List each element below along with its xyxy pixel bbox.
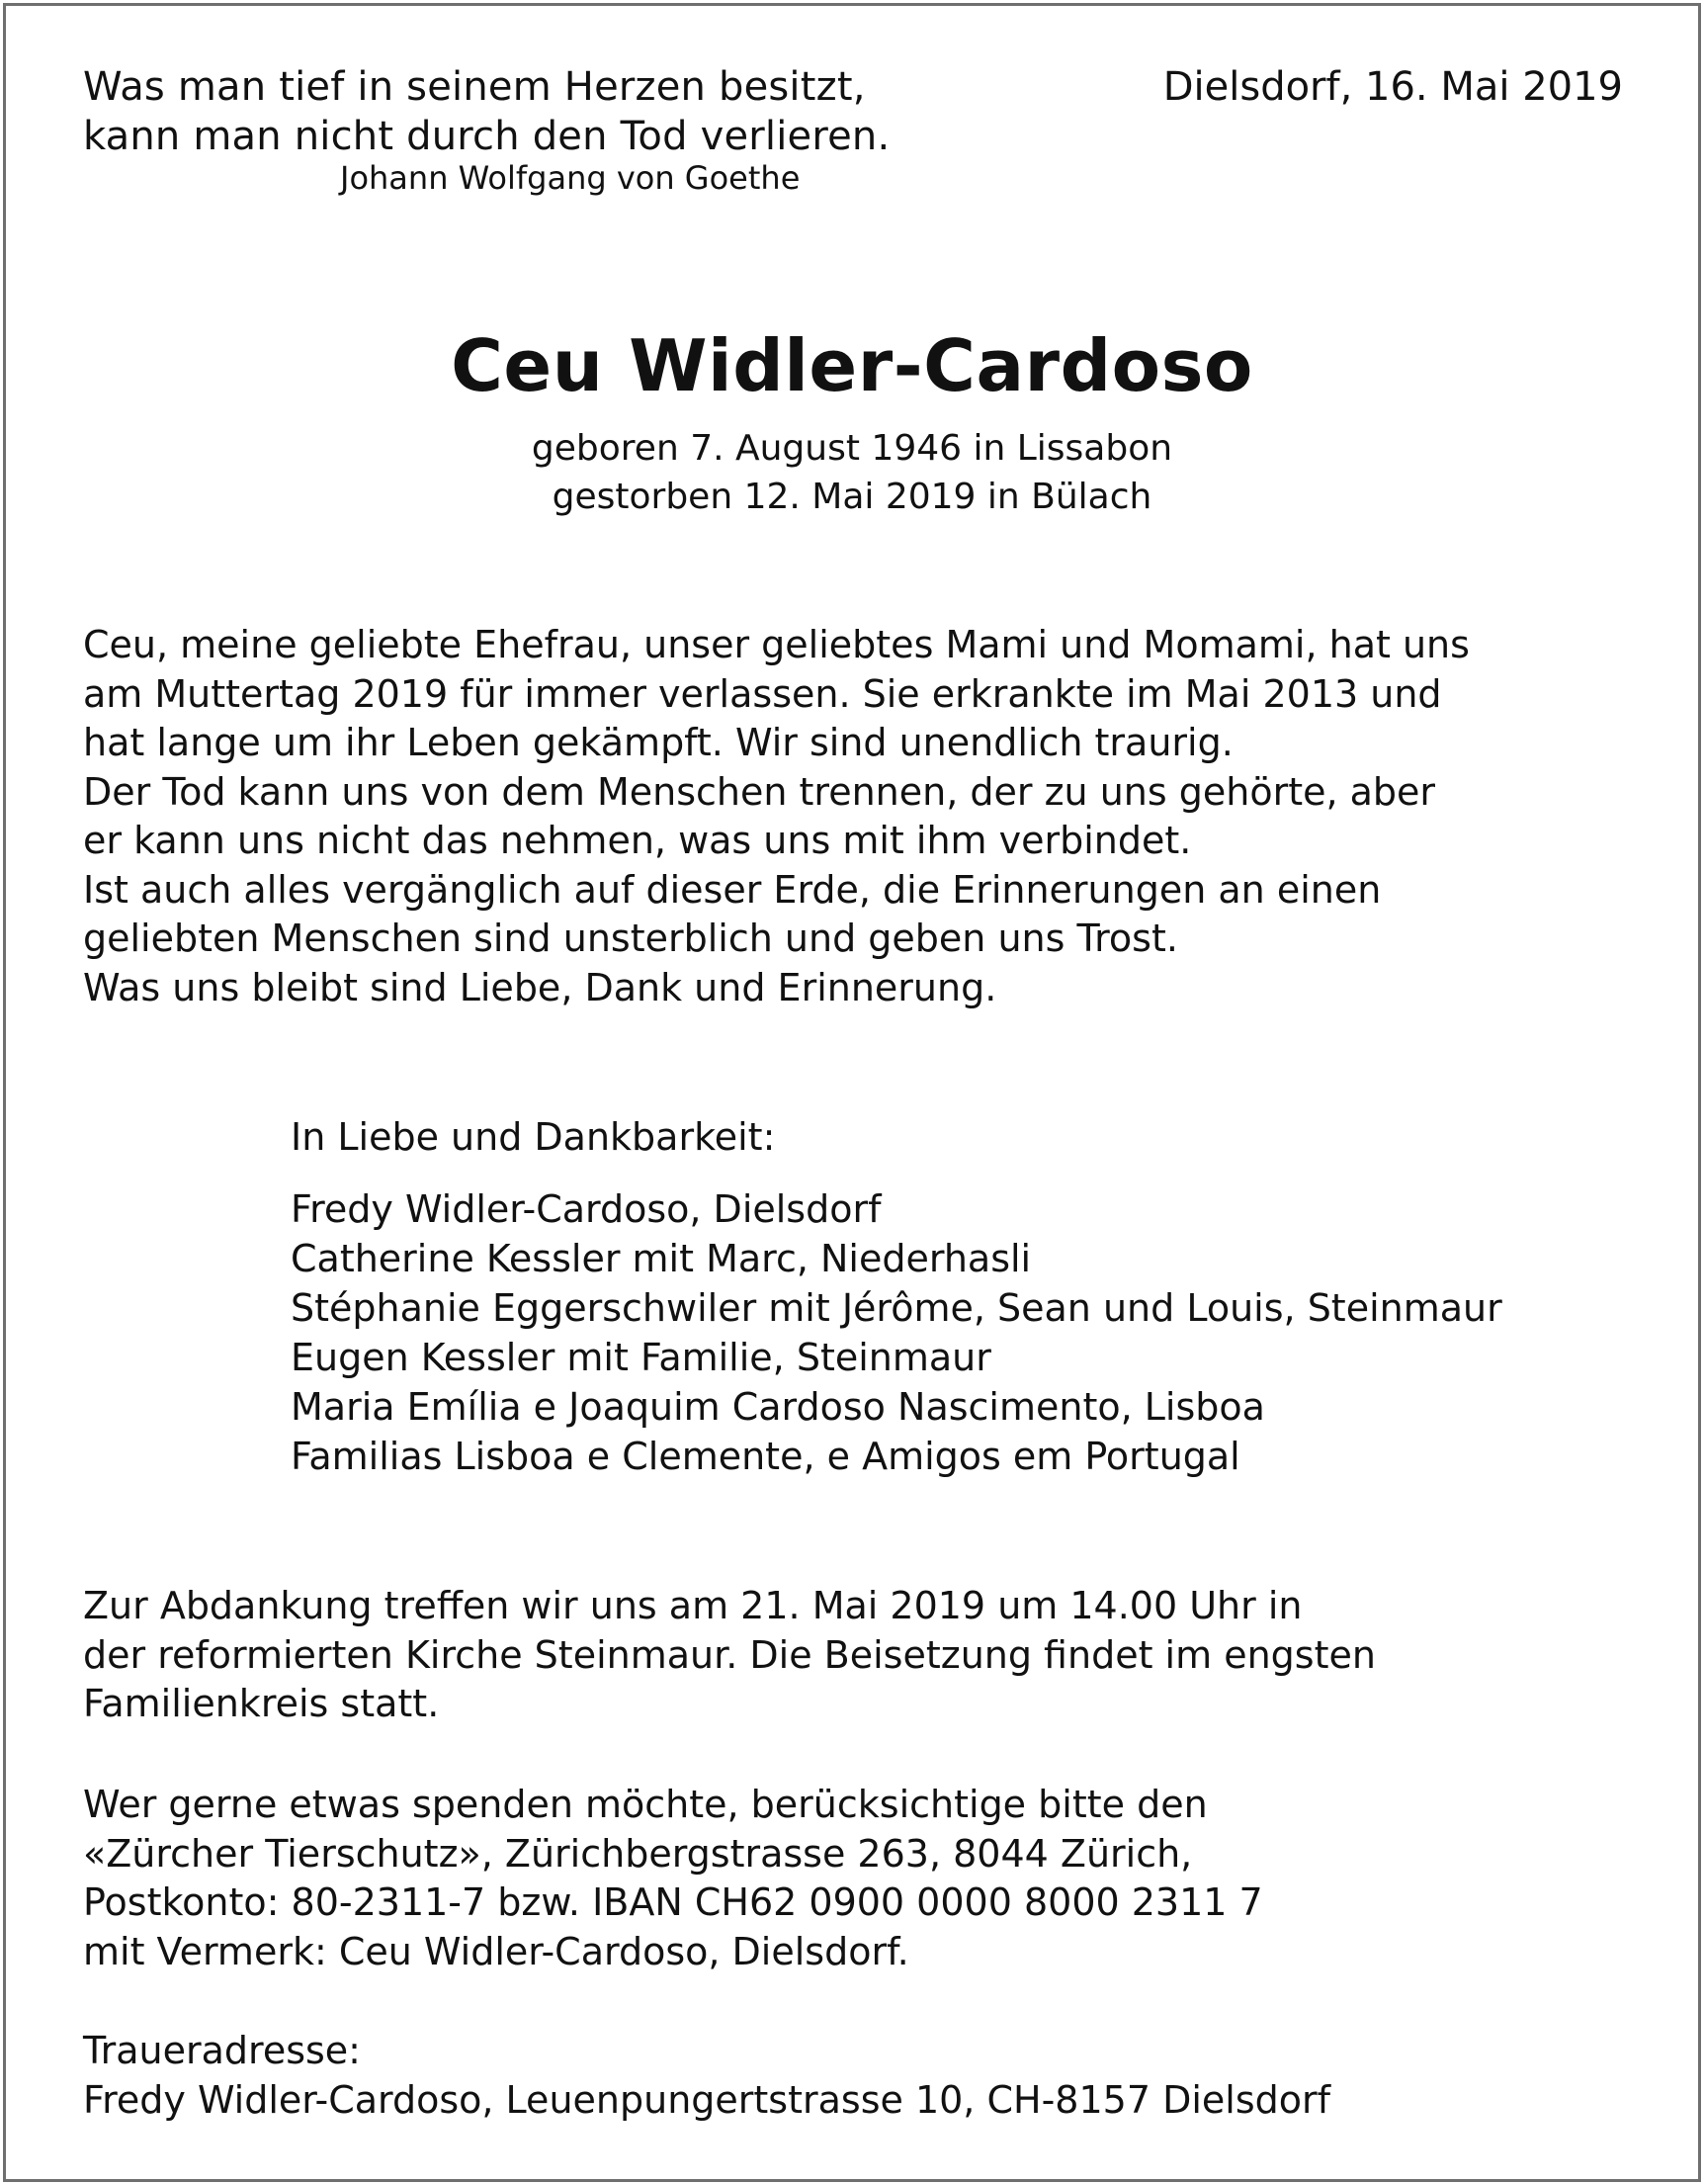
mourner-name: Familias Lisboa e Clemente, e Amigos em Portugal — [291, 1435, 1240, 1478]
donation-line: mit Vermerk: Ceu Widler-Cardoso, Dielsdorf. — [83, 1930, 909, 1973]
donation-line: Wer gerne etwas spenden möchte, berücksichtige bitte den — [83, 1783, 1208, 1826]
mourner-name: Stéphanie Eggerschwiler mit Jérôme, Sean und Louis, Steinmaur — [291, 1286, 1502, 1330]
quote-author: Johann Wolfgang von Goethe — [340, 159, 801, 197]
mourner-name: Eugen Kessler mit Familie, Steinmaur — [291, 1336, 991, 1379]
message-line: Ist auch alles vergänglich auf dieser Erde, die Erinnerungen an einen — [83, 868, 1382, 912]
deceased-name: Ceu Widler-Cardoso — [451, 324, 1253, 407]
service-line: Zur Abdankung treffen wir uns am 21. Mai 2019 um 14.00 Uhr in — [83, 1584, 1303, 1627]
message-line: Was uns bleibt sind Liebe, Dank und Erinnerung. — [83, 966, 997, 1009]
message-line: am Muttertag 2019 für immer verlassen. Sie erkrankte im Mai 2013 und — [83, 672, 1442, 716]
quote-line: kann man nicht durch den Tod verlieren. — [83, 114, 891, 159]
mourner-name: Fredy Widler-Cardoso, Dielsdorf — [291, 1187, 882, 1231]
mourner-name: Catherine Kessler mit Marc, Niederhasli — [291, 1237, 1032, 1280]
message-line: Ceu, meine geliebte Ehefrau, unser geliebtes Mami und Momami, hat uns — [83, 623, 1470, 666]
donation-line: «Zürcher Tierschutz», Zürichbergstrasse 263, 8044 Zürich, — [83, 1832, 1193, 1876]
service-line: der reformierten Kirche Steinmaur. Die Beisetzung findet im engsten — [83, 1633, 1376, 1677]
quote-line: Was man tief in seinem Herzen besitzt, — [83, 64, 866, 110]
place-date: Dielsdorf, 16. Mai 2019 — [1162, 64, 1623, 110]
death-line: gestorben 12. Mai 2019 in Bülach — [552, 477, 1152, 517]
donation-line: Postkonto: 80-2311-7 bzw. IBAN CH62 0900 0000 8000 2311 7 — [83, 1880, 1263, 1924]
birth-line: geboren 7. August 1946 in Lissabon — [531, 428, 1173, 469]
mourner-name: Maria Emília e Joaquim Cardoso Nascimento, Lisboa — [291, 1385, 1265, 1429]
message-line: Der Tod kann uns von dem Menschen trennen, der zu uns gehörte, aber — [83, 770, 1436, 814]
message-line: er kann uns nicht das nehmen, was uns mit ihm verbindet. — [83, 819, 1192, 862]
message-line: hat lange um ihr Leben gekämpft. Wir sind unendlich traurig. — [83, 721, 1234, 764]
mourning-address-label: Traueradresse: — [83, 2029, 361, 2072]
message-line: geliebten Menschen sind unsterblich und geben uns Trost. — [83, 917, 1178, 960]
mourners-heading: In Liebe und Dankbarkeit: — [291, 1115, 776, 1159]
service-line: Familienkreis statt. — [83, 1682, 440, 1725]
mourning-address: Fredy Widler-Cardoso, Leuenpungertstrasse 10, CH-8157 Dielsdorf — [83, 2078, 1330, 2122]
